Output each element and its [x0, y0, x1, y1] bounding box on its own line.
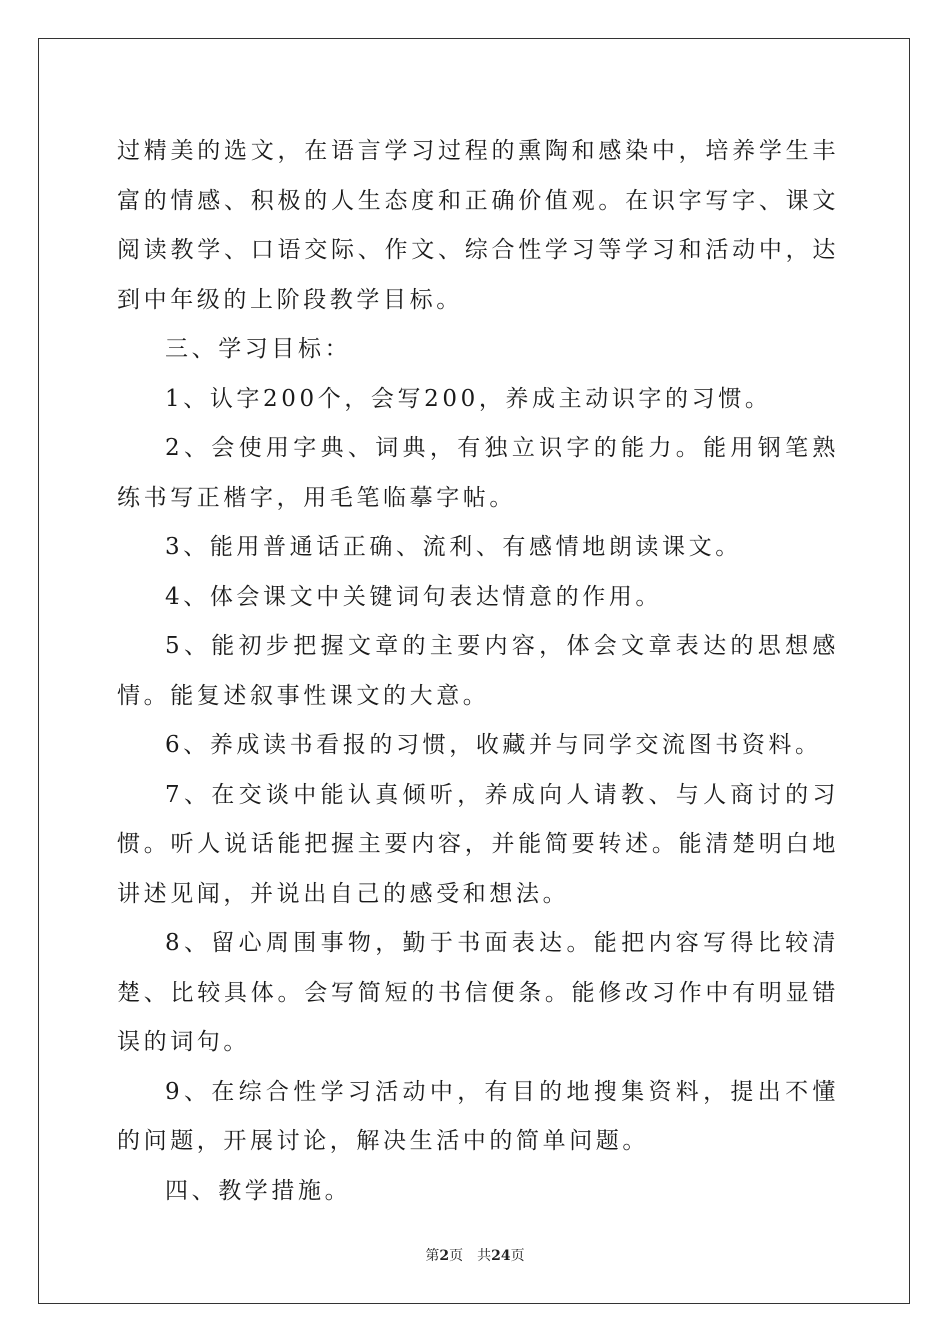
document-body — [117, 127, 839, 1216]
goal-item-3: 3、能用普通话正确、流利、有感情地朗读课文。 — [165, 534, 742, 560]
page-suffix: 页 — [449, 1248, 464, 1264]
goal-item-2: 2、会使用字典、词典，有独立识字的能力。能用钢笔熟练书写正楷字，用毛笔临摹字帖。 — [117, 435, 839, 511]
heading-teaching-measures: 四、教学措施。 — [165, 1177, 352, 1204]
goal-item-4: 4、体会课文中关键词句表达情意的作用。 — [165, 583, 663, 610]
total-suffix: 页 — [510, 1248, 525, 1264]
goal-item-9: 9、在综合性学习活动中，有目的地搜集资料，提出不懂的问题，开展讨论，解决生活中的简单问题。 — [117, 1078, 839, 1154]
goal-item-6: 6、养成读书看报的习惯，收藏并与同学交流图书资料。 — [165, 732, 822, 758]
total-pages: 24 — [491, 1248, 511, 1264]
page-footer — [0, 1246, 950, 1266]
total-prefix: 共 — [477, 1248, 492, 1264]
heading-learning-goals: 三、学习目标： — [165, 336, 352, 362]
page-prefix: 第 — [425, 1248, 440, 1264]
goal-item-1: 1、认字200个，会写200，养成主动识字的习惯。 — [165, 385, 772, 412]
paragraph-intro-continued: 过精美的选文，在语言学习过程的熏陶和感染中，培养学生丰富的情感、积极的人生态度和正确价值观。在识字写字、课文阅读教学、口语交际、作文、综合性学习等学习和活动中，达到中年级的上阶段教学目标。 — [117, 138, 839, 313]
page-number: 2 — [439, 1248, 450, 1264]
goal-item-8: 8、留心周围事物，勤于书面表达。能把内容写得比较清楚、比较具体。会写简短的书信便条。能修改习作中有明显错误的词句。 — [117, 930, 839, 1055]
goal-item-7: 7、在交谈中能认真倾听，养成向人请教、与人商讨的习惯。听人说话能把握主要内容，并能简要转述。能清楚明白地讲述见闻，并说出自己的感受和想法。 — [117, 781, 839, 907]
goal-item-5: 5、能初步把握文章的主要内容，体会文章表达的思想感情。能复述叙事性课文的大意。 — [117, 633, 839, 709]
